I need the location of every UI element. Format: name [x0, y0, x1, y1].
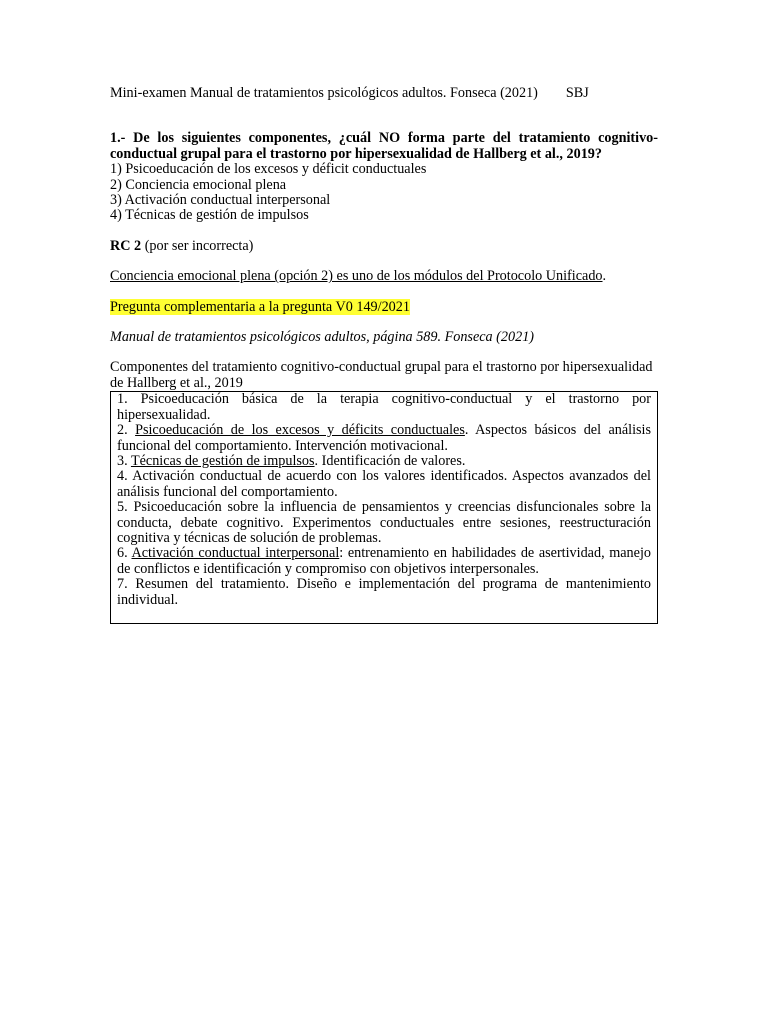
- components-box: [110, 391, 658, 624]
- component-3-number: 3.: [117, 452, 131, 469]
- component-2-underlined: Psicoeducación de los excesos y déficits conductuales: [135, 422, 465, 439]
- component-2-rest: . Aspectos básicos del análisis funcional del comportamiento. Intervención motivacional.: [117, 422, 652, 454]
- component-5: 5. Psicoeducación sobre la influencia de pensamientos y creencias disfuncionales sobre la conducta, debate cognitivo. Experimentos conductuales entre sesiones, reestructuración cognitiva y técnicas de solución de problemas.: [117, 499, 651, 546]
- option-1: 1) Psicoeducación de los excesos y déficit conductuales: [110, 161, 427, 178]
- component-3-underlined: Técnicas de gestión de impulsos: [130, 452, 315, 469]
- component-1: 1. Psicoeducación básica de la terapia cognitivo-conductual y el trastorno por hipersexualidad.: [117, 391, 651, 423]
- component-3: [117, 454, 651, 469]
- answer-reason: (por ser incorrecta): [141, 237, 254, 254]
- answer-line: [110, 239, 658, 254]
- component-6: [117, 546, 651, 577]
- component-4: 4. Activación conductual de acuerdo con los valores identificados. Aspectos avanzados del análisis funcional del comportamiento.: [117, 468, 651, 500]
- components-intro: Componentes del tratamiento cognitivo-conductual grupal para el trastorno por hipersexualidad de Hallberg et al., 2019: [110, 359, 653, 391]
- component-2-number: 2.: [117, 422, 136, 439]
- option-2: 2) Conciencia emocional plena: [110, 176, 287, 193]
- component-2: [117, 423, 651, 454]
- component-7: 7. Resumen del tratamiento. Diseño e implementación del programa de mantenimiento individual.: [117, 576, 651, 608]
- note-text: Conciencia emocional plena (opción 2) es uno de los módulos del Protocolo Unificado: [110, 268, 603, 285]
- document-title: Mini-examen Manual de tratamientos psicológicos adultos. Fonseca (2021): [110, 85, 538, 101]
- component-6-underlined: Activación conductual interpersonal: [131, 545, 340, 562]
- author-initials: SBJ: [565, 85, 589, 101]
- source-citation: Manual de tratamientos psicológicos adultos, página 589. Fonseca (2021): [110, 329, 535, 346]
- document-header: [110, 86, 658, 101]
- complementary-highlight: Pregunta complementaria a la pregunta V0 149/2021: [110, 298, 410, 315]
- option-4: 4) Técnicas de gestión de impulsos: [110, 207, 309, 224]
- option-3: 3) Activación conductual interpersonal: [110, 192, 331, 209]
- question-options: [110, 162, 658, 224]
- component-6-number: 6.: [117, 545, 132, 562]
- note-period: .: [602, 268, 607, 285]
- component-3-rest: . Identificación de valores.: [314, 452, 466, 469]
- note-line: [110, 269, 658, 284]
- complementary-line: [110, 300, 658, 315]
- component-6-rest: : entrenamiento en habilidades de asertividad, manejo de conflictos e identificación y compromiso con objetivos interpersonales.: [117, 545, 651, 577]
- question-text: 1.- De los siguientes componentes, ¿cuál NO forma parte del tratamiento cognitivo-conductual grupal para el trastorno por hipersexualidad de Hallberg et al., 2019?: [110, 130, 658, 162]
- answer-code: RC 2: [110, 237, 142, 254]
- document-page: [110, 86, 658, 624]
